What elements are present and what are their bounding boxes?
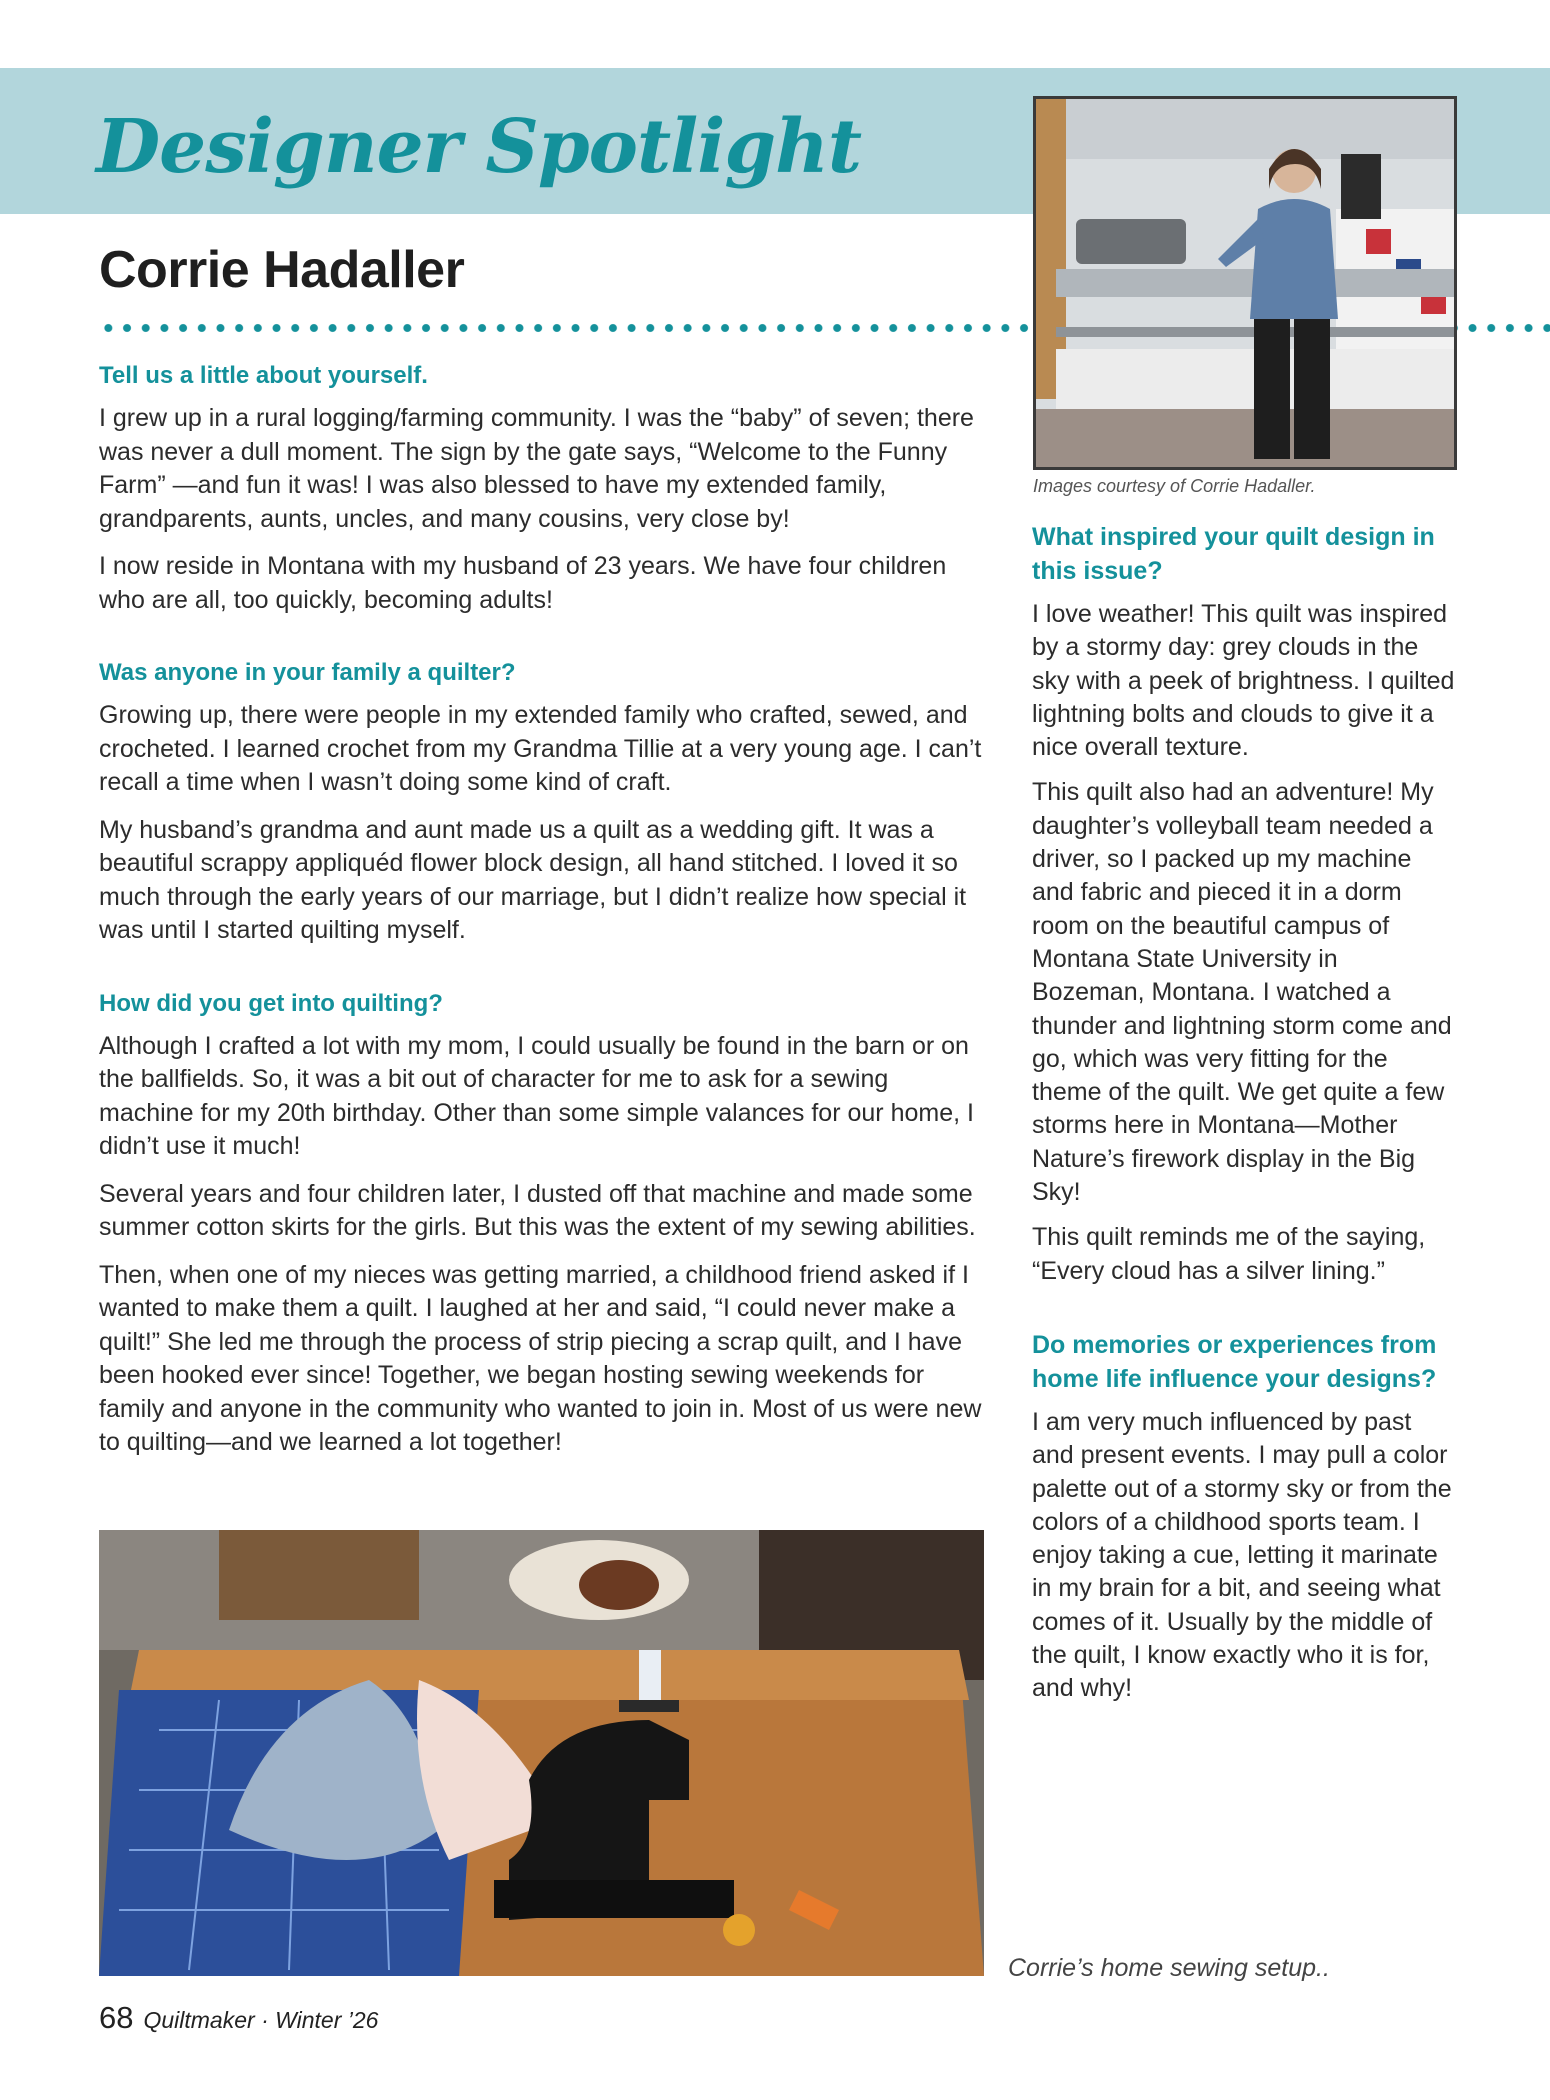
question-heading: What inspired your quilt design in this issue?	[1032, 523, 1435, 585]
answer-paragraph: Several years and four children later, I dusted off that machine and made some summer cotton skirts for the girls. But this was the extent of my sewing abilities.	[99, 1179, 976, 1241]
answer-paragraph: This quilt also had an adventure! My daughter’s volleyball team needed a driver, so I packed up my machine and fabric and pieced it in a dorm room on the beautiful campus of Montana State University in Bozeman, Montana. I watched a thunder and lightning storm come and go, which was very fitting for the theme of the quilt. We get quite a few storms here in Montana—Mother Nature’s firework display in the Big Sky!	[1032, 778, 1452, 1207]
answer-paragraph: I am very much influenced by past and present events. I may pull a color palette out of a stormy sky or from the colors of a childhood sports team. I enjoy taking a cue, letting it marinate in my brain for a bit, and seeing what comes of it. Usually by the middle of the quilt, I know exactly who it is for, and why!	[1032, 1407, 1452, 1703]
answer-paragraph: This quilt reminds me of the saying, “Every cloud has a silver lining.”	[1032, 1223, 1426, 1285]
right-column	[1032, 520, 1456, 1718]
answer-paragraph: I grew up in a rural logging/farming community. I was the “baby” of seven; there was never a dull moment. The sign by the gate says, “Welcome to the Funny Farm” —and fun it was! I was also blessed to have my extended family, grandparents, aunts, uncles, and many cousins, very close by!	[99, 404, 974, 533]
question-heading: Tell us a little about yourself.	[99, 362, 428, 389]
page-footer	[99, 2000, 378, 2036]
question-heading: How did you get into quilting?	[99, 989, 443, 1017]
sewing-photo-caption: Corrie’s home sewing setup..	[1008, 1954, 1330, 1982]
answer-paragraph: I love weather! This quilt was inspired by a stormy day: grey clouds in the sky with a peek of brightness. I quilted lightning bolts and clouds to give it a nice overall texture.	[1032, 600, 1455, 762]
answer-paragraph: Then, when one of my nieces was getting married, a childhood friend asked if I wanted to make them a quilt. I laughed at her and said, “I could never make a quilt!” She led me through the process of strip piecing a scrap quilt, and I have been hooked ever since! Together, we began hosting sewing weekends for family and anyone in the community who wanted to join in. Most of us were new to quilting—and we learned a lot together!	[99, 1260, 982, 1456]
designer-name: Corrie Hadaller	[99, 241, 465, 299]
photo-credit: Images courtesy of Corrie Hadaller.	[1033, 476, 1316, 496]
left-column	[99, 360, 984, 1474]
page-number: 68	[99, 2000, 134, 2035]
answer-paragraph: My husband’s grandma and aunt made us a quilt as a wedding gift. It was a beautiful scrappy appliquéd flower block design, all hand stitched. I loved it so much through the early years of our marriage, but I didn’t realize how special it was until I started quilting myself.	[99, 815, 967, 944]
spotlight-title: Designer Spotlight	[96, 104, 862, 190]
answer-paragraph: Growing up, there were people in my extended family who crafted, sewed, and crocheted. I learned crochet from my Grandma Tillie at a very young age. I can’t recall a time when I wasn’t doing some kind of craft.	[99, 701, 982, 796]
answer-paragraph: I now reside in Montana with my husband of 23 years. We have four children who are all, too quickly, becoming adults!	[99, 552, 947, 614]
sewing-setup-photo	[99, 1530, 984, 1976]
question-heading: Was anyone in your family a quilter?	[99, 659, 516, 686]
question-heading: Do memories or experiences from home life influence your designs?	[1032, 1330, 1437, 1393]
publication-name: Quiltmaker · Winter ’26	[143, 2007, 379, 2033]
answer-paragraph: Although I crafted a lot with my mom, I could usually be found in the barn or on the ballfields. So, it was a bit out of character for me to ask for a sewing machine for my 20th birthday. Other than some simple valances for our home, I didn’t use it much!	[99, 1031, 974, 1160]
designer-photo	[1033, 96, 1457, 470]
